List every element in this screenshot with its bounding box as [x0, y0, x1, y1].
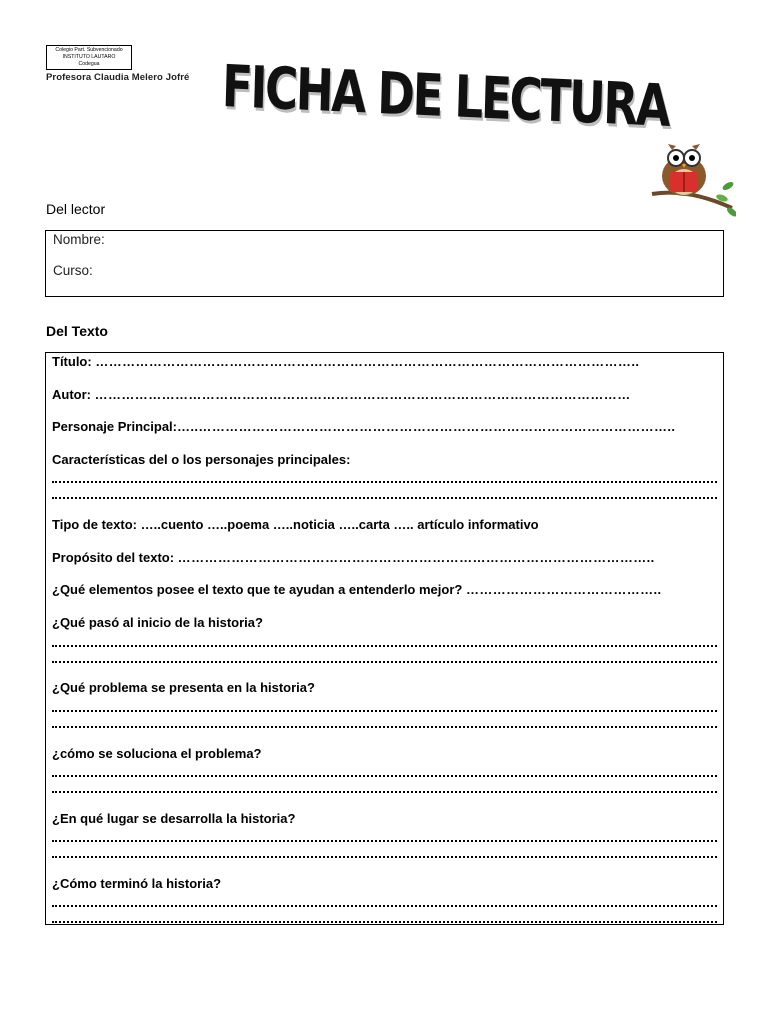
answer-line	[52, 775, 717, 777]
lector-box	[45, 230, 724, 297]
page-title: FICHA DE LECTURA	[221, 52, 670, 140]
caracteristicas-label: Características del o los personajes principales:	[52, 452, 351, 467]
elementos-row: ¿Qué elementos posee el texto que te ayudan a entenderlo mejor? ……………………………………..	[52, 582, 662, 597]
titulo-label: Título:	[52, 354, 96, 369]
answer-line	[52, 481, 717, 483]
school-line-3: Codegua	[78, 61, 100, 67]
answer-line	[52, 921, 717, 923]
answer-line	[52, 661, 717, 663]
answer-line	[52, 497, 717, 499]
texto-box	[45, 352, 724, 925]
autor-row: Autor: …………………………………………………………………………………………………………	[52, 387, 631, 402]
school-info-box	[46, 45, 132, 70]
answer-line	[52, 840, 717, 842]
personaje-row: Personaje Principal:…..……………………………………………………………………………………………..	[52, 419, 676, 434]
elementos-label: ¿Qué elementos posee el texto que te ayudan a entenderlo mejor?	[52, 582, 466, 597]
proposito-label: Propósito del texto:	[52, 550, 178, 565]
answer-line	[52, 905, 717, 907]
school-line-1: Colegio Part. Subvencionado	[55, 47, 123, 53]
tipo-row	[52, 517, 717, 533]
lector-section-label: Del lector	[46, 201, 106, 217]
personaje-label: Personaje Principal:	[52, 419, 177, 434]
titulo-row: Título: …………………………………………………………………………………………………………..	[52, 354, 640, 369]
owl-on-branch-icon	[648, 136, 736, 218]
answer-line	[52, 791, 717, 793]
problema-label: ¿Qué problema se presenta en la historia?	[52, 680, 315, 695]
texto-section-label: Del Texto	[46, 323, 108, 339]
teacher-name: Profesora Claudia Melero Jofré	[46, 72, 190, 83]
final-label: ¿Cómo terminó la historia?	[52, 876, 222, 891]
answer-line	[52, 710, 717, 712]
lugar-label: ¿En qué lugar se desarrolla la historia?	[52, 811, 296, 826]
answer-line	[52, 645, 717, 647]
school-line-2: INSTITUTO LAUTARO	[62, 54, 116, 60]
autor-label: Autor:	[52, 387, 95, 402]
tipo-options: …..cuento …..poema …..noticia …..carta ….. artículo informativo	[140, 517, 539, 532]
tipo-label: Tipo de texto:	[52, 517, 141, 532]
inicio-label: ¿Qué pasó al inicio de la historia?	[52, 615, 263, 630]
curso-label: Curso:	[53, 263, 93, 278]
solucion-label: ¿cómo se soluciona el problema?	[52, 746, 262, 761]
answer-line	[52, 856, 717, 858]
nombre-label: Nombre:	[53, 232, 105, 247]
answer-line	[52, 726, 717, 728]
proposito-row: Propósito del texto: ……………………………………………………………………………………………..	[52, 550, 655, 565]
